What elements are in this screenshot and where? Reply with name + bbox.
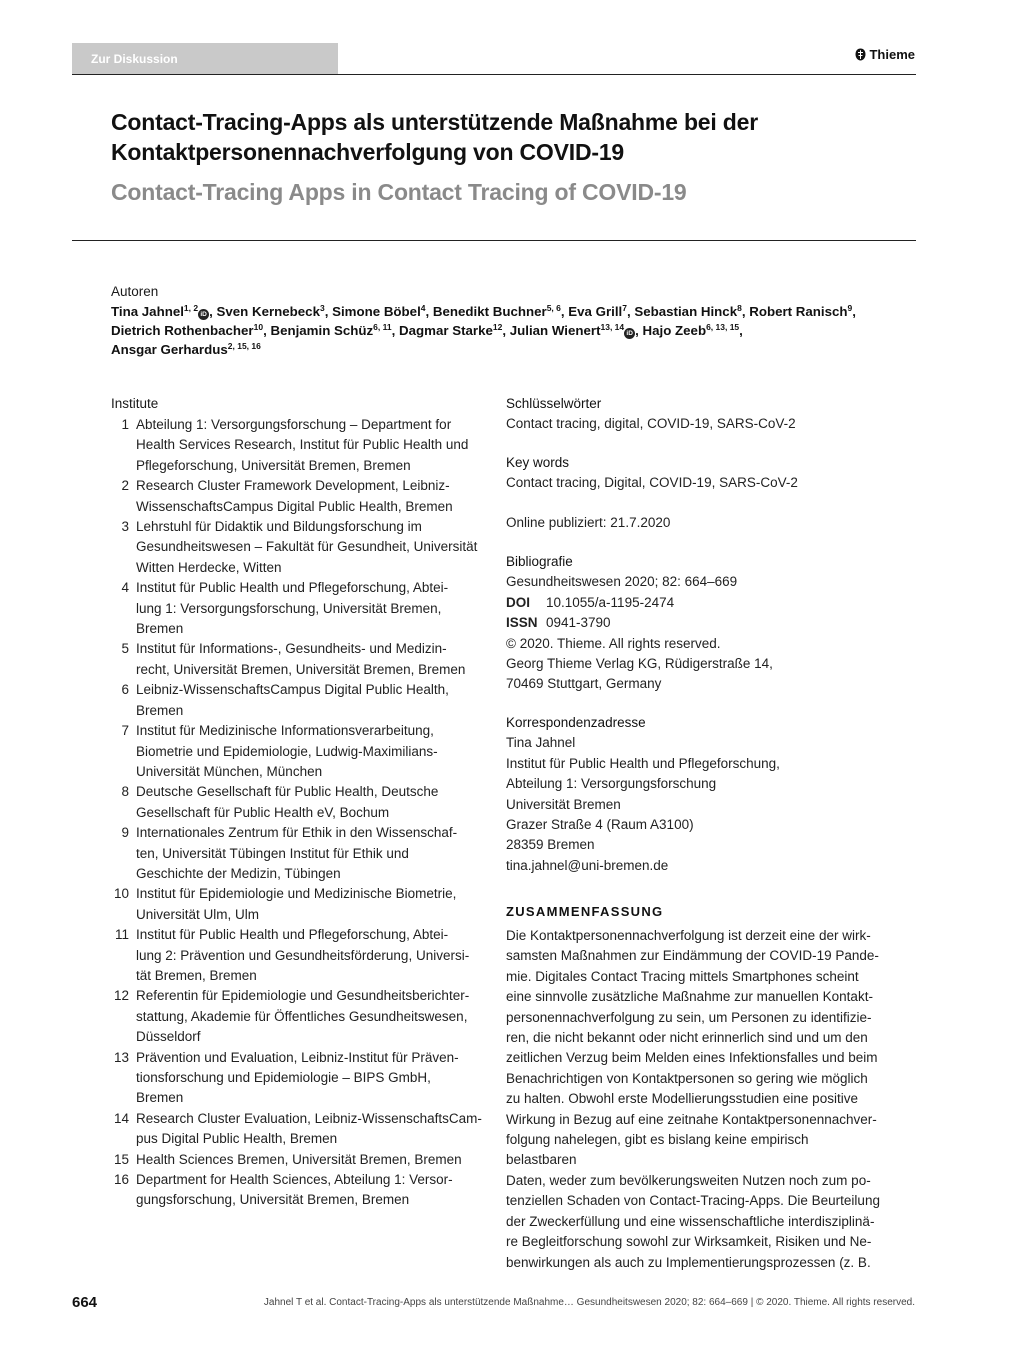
institute-text: Institut für Medizinische Informationsverarbeitung, Biometrie und Epidemiologie, Ludwig-Maximilians- Universität München, München bbox=[136, 723, 438, 779]
author-affiliation: 10 bbox=[253, 322, 264, 332]
author: Hajo Zeeb$^{6, 13, 15}$, bbox=[642, 322, 743, 338]
author-affiliation: 12 bbox=[492, 322, 503, 332]
author-affiliation: 5, 6 bbox=[546, 303, 561, 313]
institute-text: Internationales Zentrum für Ethik in den Wissenschaf- ten, Universität Tübingen Institut für Ethik und Geschichte der Medizin, Tübingen bbox=[136, 825, 458, 881]
correspondence-line: Abteilung 1: Versorgungsforschung bbox=[506, 776, 717, 792]
bibliography bbox=[506, 552, 886, 695]
institute-number: 2 bbox=[121, 478, 129, 494]
orcid-icon[interactable]: iD bbox=[624, 328, 635, 339]
correspondence bbox=[506, 713, 886, 876]
institute-text: Research Cluster Evaluation, Leibniz-WissenschaftsCam- pus Digital Public Health, Bremen bbox=[136, 1110, 482, 1147]
abstract-line: Wirkung in Bezug auf eine zeitnahe Kontaktpersonennachver- bbox=[506, 1111, 877, 1127]
abstract-line: zeitlichen Verzug beim Melden eines Infektionsfalles und beim bbox=[506, 1050, 878, 1066]
keywords-german-heading: Schlüsselwörter bbox=[506, 396, 602, 411]
abstract-line: re Begleitforschung sowohl zur Wirksamkeit, Risiken und Ne- bbox=[506, 1234, 872, 1250]
author-name: Benedikt Buchner bbox=[432, 304, 547, 319]
keywords-english bbox=[506, 453, 886, 494]
author-name: Dietrich Rothenbacher bbox=[111, 323, 254, 338]
author-name: Benjamin Schüz bbox=[270, 323, 374, 338]
issn-value: 0941-3790 bbox=[546, 615, 611, 631]
abstract-line: Daten, weder zum bevölkerungsweiten Nutzen noch zum po- bbox=[506, 1172, 871, 1188]
institute-item bbox=[111, 782, 483, 823]
author-affiliation: 4 bbox=[420, 303, 426, 313]
institute-text: Department for Health Sciences, Abteilung 1: Versor- gungsforschung, Universität Bremen, Bremen bbox=[136, 1172, 453, 1208]
institute-number: 7 bbox=[121, 723, 129, 739]
author-affiliation: 3 bbox=[319, 303, 325, 313]
institute-text: Referentin für Epidemiologie und Gesundheitsberichter- stattung, Akademie für Öffentliches Gesundheitswesen, Düsseldorf bbox=[136, 988, 470, 1045]
institute-number: 6 bbox=[121, 682, 129, 698]
institute-text: Research Cluster Framework Development, Leibniz- WissenschaftsCampus Digital Public Health, Bremen bbox=[136, 478, 453, 514]
author: Dagmar Starke$^{12}$, bbox=[399, 322, 510, 338]
institute-text: Lehrstuhl für Didaktik und Bildungsforschung im Gesundheitswesen – Fakultät für Gesundheit, Universität Witten Herdecke, Witten bbox=[136, 519, 478, 575]
correspondence-line: Grazer Straße 4 (Raum A3100) bbox=[506, 817, 694, 833]
publisher-name: Thieme bbox=[869, 47, 915, 62]
author-affiliation: 6, 11 bbox=[373, 322, 392, 332]
author: Tina Jahnel$^{1, 2}$iD , bbox=[111, 303, 217, 319]
author-name: Eva Grill bbox=[568, 304, 623, 319]
abstract-line: Benachrichtigen von Kontaktpersonen so gering wie möglich bbox=[506, 1070, 868, 1086]
author-affiliation: 1, 2 bbox=[183, 303, 199, 313]
correspondence-line: Universität Bremen bbox=[506, 796, 621, 812]
orcid-icon[interactable]: iD bbox=[198, 309, 209, 320]
institute-number: 8 bbox=[121, 784, 129, 800]
institute-item bbox=[111, 1150, 483, 1170]
correspondence-line: Tina Jahnel bbox=[506, 735, 576, 751]
author-name: Ansgar Gerhardus bbox=[111, 342, 228, 357]
author-name: Dagmar Starke bbox=[399, 323, 493, 338]
institute-number: 13 bbox=[113, 1049, 129, 1065]
institute-number: 4 bbox=[121, 580, 129, 596]
issn-label: ISSN bbox=[506, 615, 538, 631]
bibliography-doi-row bbox=[506, 593, 886, 613]
bibliography-journal: Gesundheitswesen 2020; 82: 664–669 bbox=[506, 574, 738, 590]
institute-number: 10 bbox=[113, 886, 129, 902]
abstract-line: folgung nahelegen, gibt es bislang keine empirisch belastbaren bbox=[506, 1132, 809, 1168]
abstract-line: samsten Maßnahmen zur Eindämmung der COVID-19 Pande- bbox=[506, 948, 879, 964]
author-name: Sebastian Hinck bbox=[634, 304, 738, 319]
institute-text: Health Sciences Bremen, Universität Bremen, Bremen bbox=[136, 1151, 462, 1167]
institute-item bbox=[111, 925, 483, 986]
institute-text: Institut für Informations-, Gesundheits- und Medizin- recht, Universität Bremen, Universität Bremen, Bremen bbox=[136, 641, 466, 677]
header-divider bbox=[72, 74, 916, 75]
bibliography-issn-row bbox=[506, 613, 886, 633]
institute-number: 12 bbox=[113, 988, 129, 1004]
article-title-english: Contact-Tracing Apps in Contact Tracing of COVID-19 bbox=[111, 179, 687, 205]
abstract-line: ren, die nicht bekannt oder nicht erinnerlich sind und um den bbox=[506, 1030, 868, 1046]
authors-heading: Autoren bbox=[111, 284, 159, 299]
author-name: Hajo Zeeb bbox=[642, 323, 707, 338]
author: Dietrich Rothenbacher$^{10}$, bbox=[111, 322, 271, 338]
institutes-list bbox=[111, 415, 483, 1211]
publisher-address-line-1: Georg Thieme Verlag KG, Rüdigerstraße 14, bbox=[506, 656, 773, 672]
author bbox=[111, 342, 261, 357]
institute-number: 3 bbox=[121, 519, 129, 535]
institute-item bbox=[111, 415, 483, 476]
author: Julian Wienert$^{13, 14}$iD , bbox=[509, 322, 643, 338]
institute-item bbox=[111, 1048, 483, 1109]
institute-number: 14 bbox=[113, 1110, 129, 1126]
institutes-heading: Institute bbox=[111, 396, 159, 411]
institute-text: Deutsche Gesellschaft für Public Health, Deutsche Gesellschaft für Public Health eV, Bochum bbox=[136, 784, 439, 820]
author: Eva Grill$^7$, bbox=[568, 303, 635, 319]
abstract-line: der Zweckerfüllung und eine wissenschaftliche interdisziplinä- bbox=[506, 1213, 875, 1229]
institutes-column bbox=[111, 394, 483, 1211]
institute-item bbox=[111, 986, 483, 1047]
correspondence-address bbox=[506, 733, 886, 876]
abstract-line: tenziellen Schaden von Contact-Tracing-Apps. Die Beurteilung bbox=[506, 1193, 880, 1209]
author: Benjamin Schüz$^{6, 11}$, bbox=[270, 322, 399, 338]
institute-item bbox=[111, 578, 483, 639]
correspondence-line: Institut für Public Health und Pflegeforschung, bbox=[506, 755, 780, 771]
author-list bbox=[111, 302, 901, 359]
abstract-line: eine sinnvolle zusätzliche Maßnahme zur manuellen Kontakt- bbox=[506, 989, 873, 1005]
institute-item bbox=[111, 476, 483, 517]
abstract-line: zu halten. Obwohl erste Modellierungsstudien eine positive bbox=[506, 1091, 858, 1107]
institute-number: 5 bbox=[121, 641, 129, 657]
institute-number: 15 bbox=[113, 1151, 129, 1167]
keywords-english-text: Contact tracing, Digital, COVID-19, SARS-CoV-2 bbox=[506, 475, 798, 491]
author: Robert Ranisch$^9$, bbox=[749, 303, 856, 319]
institute-text: Leibniz-WissenschaftsCampus Digital Public Health, Bremen bbox=[136, 682, 449, 718]
institute-item bbox=[111, 517, 483, 578]
abstract-line: Die Kontaktpersonennachverfolgung ist derzeit eine der wirk- bbox=[506, 928, 871, 943]
title-divider bbox=[72, 240, 916, 241]
correspondence-line: 28359 Bremen bbox=[506, 837, 595, 853]
publisher-logo bbox=[855, 47, 915, 62]
institute-item bbox=[111, 1170, 483, 1211]
footer-citation: Jahnel T et al. Contact-Tracing-Apps als unterstützende Maßnahme… Gesundheitswesen 2020; 82: 664–669 | © 2020. Thieme. All rights reserved. bbox=[263, 1297, 915, 1308]
institute-item bbox=[111, 1109, 483, 1150]
doi-value[interactable]: 10.1055/a-1195-2474 bbox=[546, 594, 675, 610]
keywords-german-text: Contact tracing, digital, COVID-19, SARS-CoV-2 bbox=[506, 416, 796, 432]
bibliography-heading: Bibliografie bbox=[506, 554, 573, 569]
institute-number: 9 bbox=[121, 825, 129, 841]
author-name: Julian Wienert bbox=[509, 323, 601, 338]
author: Simone Böbel$^4$, bbox=[332, 303, 433, 319]
author-affiliation: 6, 13, 15 bbox=[706, 322, 740, 332]
institute-text: Prävention und Evaluation, Leibniz-Institut für Präven- tionsforschung und Epidemiologie – BIPS GmbH, Bremen bbox=[136, 1049, 459, 1106]
abstract-line: benwirkungen als auch zu Implementierungsprozessen (z. B. bbox=[506, 1254, 871, 1270]
publisher-address-line-2: 70469 Stuttgart, Germany bbox=[506, 676, 662, 692]
abstract-line: personennachverfolgung zu sein, um Personen zu identifizie- bbox=[506, 1009, 872, 1025]
institute-text: Institut für Epidemiologie und Medizinische Biometrie, Universität Ulm, Ulm bbox=[136, 886, 457, 922]
institute-number: 16 bbox=[113, 1172, 129, 1188]
article-title-german: Contact-Tracing-Apps als unterstützende Maßnahme bei der Kontaktpersonennachverfolgung von COVID-19 bbox=[111, 109, 758, 165]
author-affiliation: 8 bbox=[737, 303, 742, 313]
author: Sebastian Hinck$^8$, bbox=[634, 303, 750, 319]
institute-text: Institut für Public Health und Pflegeforschung, Abtei- lung 2: Prävention und Gesundheitsförderung, Universi- tät Bremen, Bremen bbox=[136, 927, 470, 983]
published-date: Online publiziert: 21.7.2020 bbox=[506, 515, 671, 530]
abstract-line: mie. Digitales Contact Tracing mittels Smartphones scheint bbox=[506, 968, 859, 984]
institute-item bbox=[111, 884, 483, 925]
author: Sven Kernebeck$^3$, bbox=[216, 303, 333, 319]
institute-item bbox=[111, 823, 483, 884]
author-affiliation: 13, 14 bbox=[600, 322, 625, 332]
doi-label: DOI bbox=[506, 594, 531, 610]
author-affiliation: 9 bbox=[847, 303, 853, 313]
page-number: 664 bbox=[72, 1294, 98, 1311]
keywords-german bbox=[506, 394, 886, 435]
correspondence-email[interactable]: tina.jahnel@uni-bremen.de bbox=[506, 857, 669, 873]
institute-number: 11 bbox=[114, 927, 129, 943]
author-name: Robert Ranisch bbox=[749, 304, 848, 319]
institute-item bbox=[111, 639, 483, 680]
institute-text: Abteilung 1: Versorgungsforschung – Department for Health Services Research, Institut für Public Health und Pflegeforschung, Universität Bremen, Bremen bbox=[136, 417, 469, 473]
author-affiliation: 2, 15, 16 bbox=[227, 341, 261, 351]
abstract-heading: ZUSAMMENFASSUNG bbox=[506, 904, 664, 919]
author-affiliation: 7 bbox=[622, 303, 627, 313]
institute-text: Institut für Public Health und Pflegeforschung, Abtei- lung 1: Versorgungsforschung, Universität Bremen, Bremen bbox=[136, 580, 449, 637]
copyright-line: © 2020. Thieme. All rights reserved. bbox=[506, 635, 721, 651]
institute-number: 1 bbox=[121, 417, 129, 432]
keywords-english-heading: Key words bbox=[506, 455, 570, 470]
author-name: Sven Kernebeck bbox=[216, 304, 320, 319]
author: Benedikt Buchner$^{5, 6}$, bbox=[432, 303, 569, 319]
abstract-body bbox=[506, 926, 880, 1273]
author-name: Simone Böbel bbox=[332, 304, 421, 319]
institute-item bbox=[111, 721, 483, 782]
thieme-seal-icon bbox=[855, 48, 866, 61]
correspondence-heading: Korrespondenzadresse bbox=[506, 715, 646, 730]
institute-item bbox=[111, 680, 483, 721]
author-name: Tina Jahnel bbox=[111, 304, 184, 319]
section-label: Zur Diskussion bbox=[72, 43, 338, 75]
